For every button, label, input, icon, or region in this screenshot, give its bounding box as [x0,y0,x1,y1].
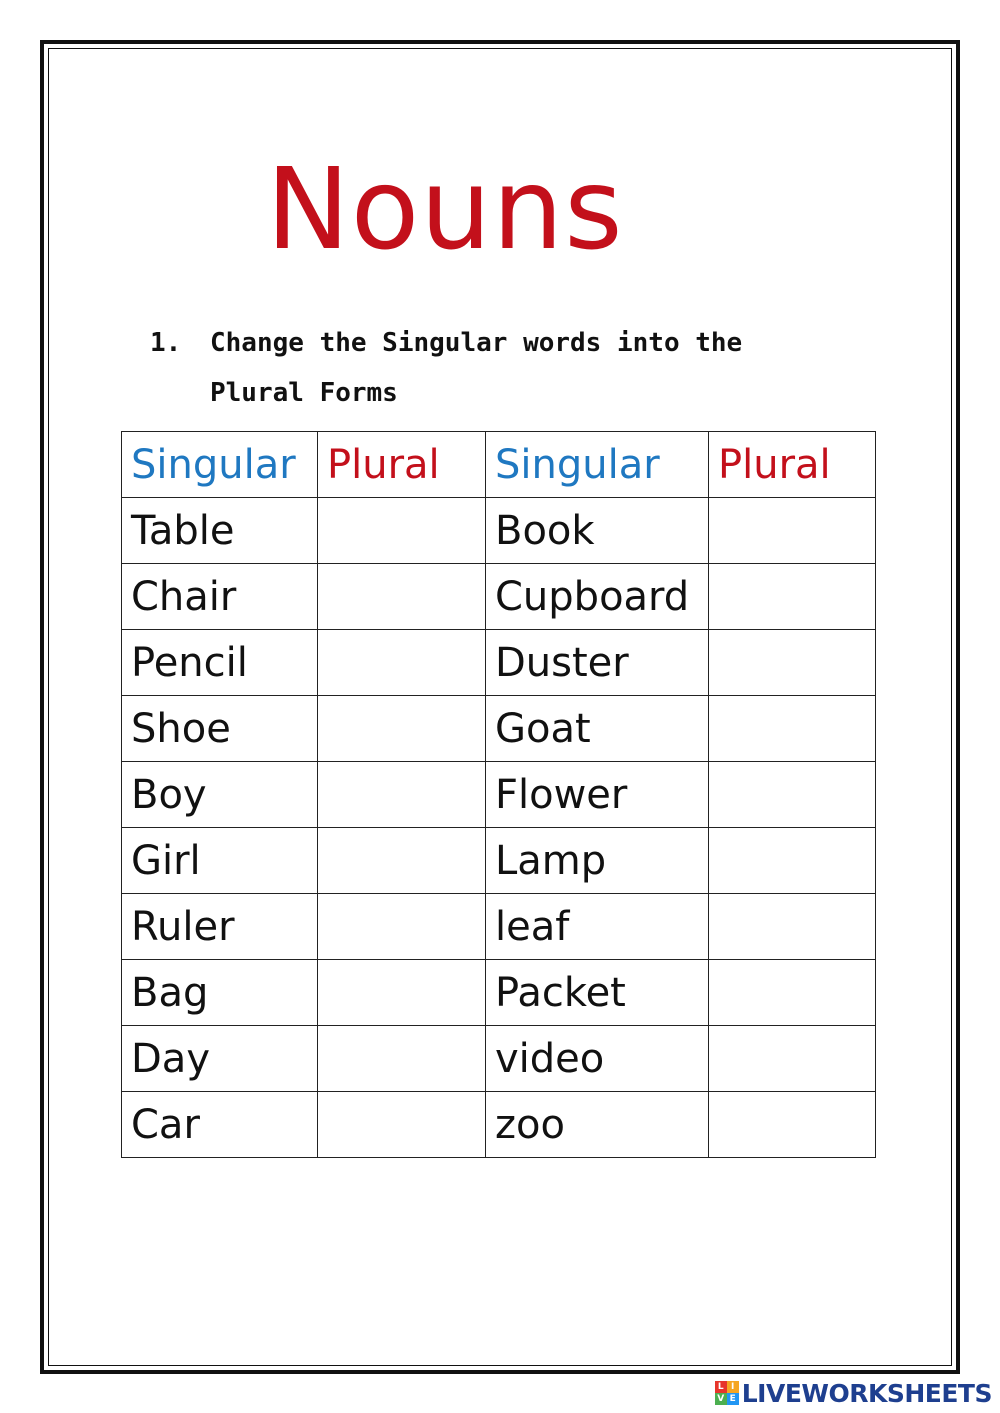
singular-word-right: video [486,1026,709,1092]
header-plural-left: Plural [318,432,486,498]
logo-tile: L [715,1381,727,1393]
table-row [122,762,876,828]
singular-word-right: leaf [486,894,709,960]
singular-word-left: Shoe [122,696,318,762]
singular-word-right: Goat [486,696,709,762]
nouns-table [121,431,876,1158]
plural-answer-left[interactable] [318,828,486,894]
table-row [122,828,876,894]
liveworksheets-logo-icon [715,1381,739,1405]
plural-answer-left[interactable] [318,498,486,564]
plural-answer-right[interactable] [709,564,876,630]
singular-word-right: Cupboard [486,564,709,630]
table-row [122,1092,876,1158]
plural-answer-right[interactable] [709,498,876,564]
singular-word-right: Lamp [486,828,709,894]
table-row [122,1026,876,1092]
header-row [122,432,876,498]
plural-answer-right[interactable] [709,762,876,828]
singular-word-left: Ruler [122,894,318,960]
plural-answer-right[interactable] [709,828,876,894]
plural-answer-left[interactable] [318,894,486,960]
singular-word-right: Book [486,498,709,564]
plural-answer-right[interactable] [709,630,876,696]
singular-word-right: zoo [486,1092,709,1158]
instruction [150,318,850,418]
table-row [122,630,876,696]
singular-word-right: Packet [486,960,709,1026]
plural-answer-left[interactable] [318,564,486,630]
table-row [122,696,876,762]
plural-answer-right[interactable] [709,696,876,762]
singular-word-right: Flower [486,762,709,828]
singular-word-left: Bag [122,960,318,1026]
singular-word-left: Car [122,1092,318,1158]
plural-answer-left[interactable] [318,1092,486,1158]
header-plural-right: Plural [709,432,876,498]
plural-answer-left[interactable] [318,1026,486,1092]
singular-word-left: Pencil [122,630,318,696]
header-singular-right: Singular [486,432,709,498]
plural-answer-right[interactable] [709,1026,876,1092]
singular-word-left: Table [122,498,318,564]
table-row [122,960,876,1026]
plural-answer-right[interactable] [709,1092,876,1158]
instruction-line-2: Plural Forms [210,378,398,408]
singular-word-left: Girl [122,828,318,894]
plural-answer-left[interactable] [318,762,486,828]
plural-answer-right[interactable] [709,960,876,1026]
table-row [122,498,876,564]
liveworksheets-text: LIVEWORKSHEETS [741,1378,992,1408]
singular-word-left: Day [122,1026,318,1092]
logo-tile: E [727,1393,739,1405]
logo-tile: V [715,1393,727,1405]
instruction-number: 1. [150,328,182,358]
plural-answer-left[interactable] [318,960,486,1026]
plural-answer-left[interactable] [318,696,486,762]
logo-tile: I [727,1381,739,1393]
plural-answer-right[interactable] [709,894,876,960]
instruction-line-1 [150,318,850,368]
instruction-text-1: Change the Singular words into the [210,328,743,358]
table-row [122,564,876,630]
table-row [122,894,876,960]
page-title: Nouns [266,145,624,275]
singular-word-right: Duster [486,630,709,696]
liveworksheets-watermark [715,1376,992,1410]
plural-answer-left[interactable] [318,630,486,696]
singular-word-left: Boy [122,762,318,828]
table-body [122,498,876,1158]
singular-word-left: Chair [122,564,318,630]
header-singular-left: Singular [122,432,318,498]
